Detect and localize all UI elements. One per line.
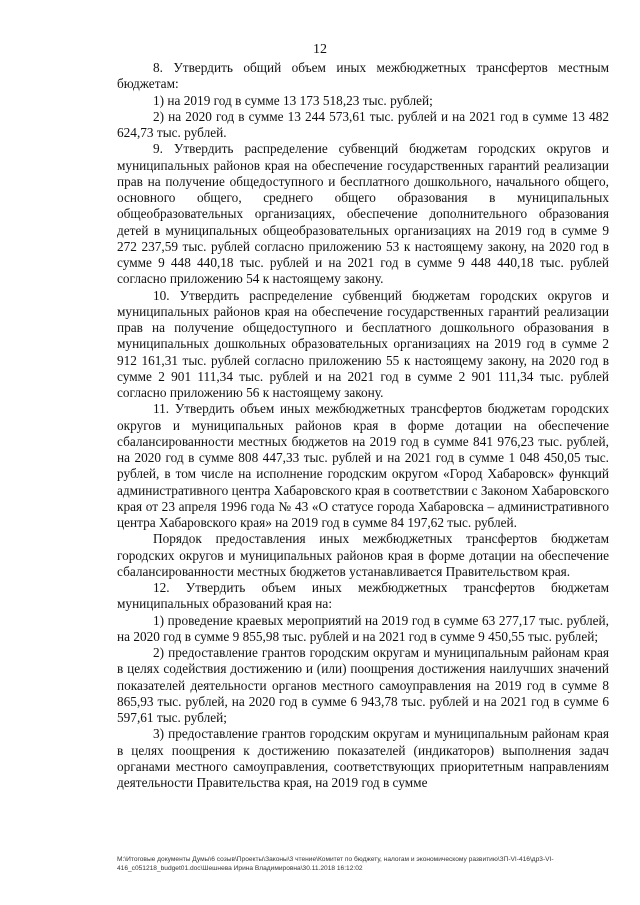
page-number: 12 [313, 42, 327, 57]
paragraph-8-item-2: 2) на 2020 год в сумме 13 244 573,61 тыс. рублей и на 2021 год в сумме 13 482 624,73 тыс. рублей. [117, 108, 609, 140]
paragraph-10: 10. Утвердить распределение субвенций бюджетам городских округов и муниципальных районов края на обеспечение государственных гарантий реализации прав на получение общедоступного и бесплатного дошкольного образования в муниципальных дошкольных образовательных организациях на 2019 год в сумме 2 912 161,31 тыс. рублей согласно приложению 55 к настоящему закону, на 2020 год в сумме 2 901 111,34 тыс. рублей и на 2021 год в сумме 2 901 111,34 тыс. рублей согласно приложению 56 к настоящему закону. [117, 287, 609, 400]
paragraph-12-item-1: 1) проведение краевых мероприятий на 2019 год в сумме 63 277,17 тыс. рублей, на 2020 год в сумме 9 855,98 тыс. рублей и на 2021 год в сумме 9 450,55 тыс. рублей; [117, 612, 609, 644]
paragraph-8-intro: 8. Утвердить общий объем иных межбюджетных трансфертов местным бюджетам: [117, 60, 609, 92]
paragraph-11: 11. Утвердить объем иных межбюджетных трансфертов бюджетам городских округов и муниципальных районов края в форме дотации на обеспечение сбалансированности местных бюджетов на 2019 год в сумме 841 976,23 тыс. рублей, на 2020 год в сумме 808 447,33 тыс. рублей и на 2021 год в сумме 1 048 450,05 тыс. рублей, в том числе на исполнение городским округом «Город Хабаровск» функций административного центра Хабаровского края в соответствии с Законом Хабаровского края от 23 апреля 1996 года № 43 «О статусе города Хабаровска – административного центра Хабаровского края» на 2019 год в сумме 84 197,62 тыс. рублей. [117, 401, 609, 530]
paragraph-12-intro: 12. Утвердить объем иных межбюджетных трансфертов бюджетам муниципальных образований края на: [117, 580, 609, 612]
paragraph-9: 9. Утвердить распределение субвенций бюджетам городских округов и муниципальных районов края на обеспечение государственных гарантий реализации прав на получение общедоступного и бесплатного дошкольного, начального общего, основного общего, среднего общего образования в муниципальных общеобразовательных организациях, обеспечение дополнительного образования детей в муниципальных общеобразовательных организациях на 2019 год в сумме 9 272 237,59 тыс. рублей согласно приложению 53 к настоящему закону, на 2020 год в сумме 9 448 440,18 тыс. рублей и на 2021 год в сумме 9 448 440,18 тыс. рублей согласно приложению 54 к настоящему закону. [117, 141, 609, 287]
document-body [117, 60, 609, 791]
paragraph-11-procedure: Порядок предоставления иных межбюджетных трансфертов бюджетам городских округов и муниципальных районов края в форме дотации на обеспечение сбалансированности местных бюджетов устанавливается Правительством края. [117, 531, 609, 579]
footer-line-1: M:\Итоговые документы Думы\6 созыв\Проекты\Законы\3 чтение\Комитет по бюджету, налогам и экономическому развитию\ЗП-VI-416\др3-VI- [117, 856, 554, 863]
paragraph-12-item-2: 2) предоставление грантов городским округам и муниципальным районам края в целях содействия достижению и (или) поощрения достижения наилучших значений показателей деятельности органов местного самоуправления на 2019 год в сумме 8 865,93 тыс. рублей, на 2020 год в сумме 6 943,78 тыс. рублей и на 2021 год в сумме 6 597,61 тыс. рублей; [117, 645, 609, 725]
paragraph-12-item-3: 3) предоставление грантов городским округам и муниципальным районам края в целях поощрения к достижению показателей (индикаторов) выполнения задач органами местного самоуправления, соответствующих приоритетным направлениям деятельности Правительства края, на 2019 год в сумме [117, 726, 609, 790]
footer-line-2: 416_c051218_budget01.doc\Шешнева Ирина Владимировна\30.11.2018 16:12:02 [117, 864, 363, 872]
file-path-footer [117, 856, 612, 873]
paragraph-8-item-1: 1) на 2019 год в сумме 13 173 518,23 тыс. рублей; [153, 92, 433, 108]
